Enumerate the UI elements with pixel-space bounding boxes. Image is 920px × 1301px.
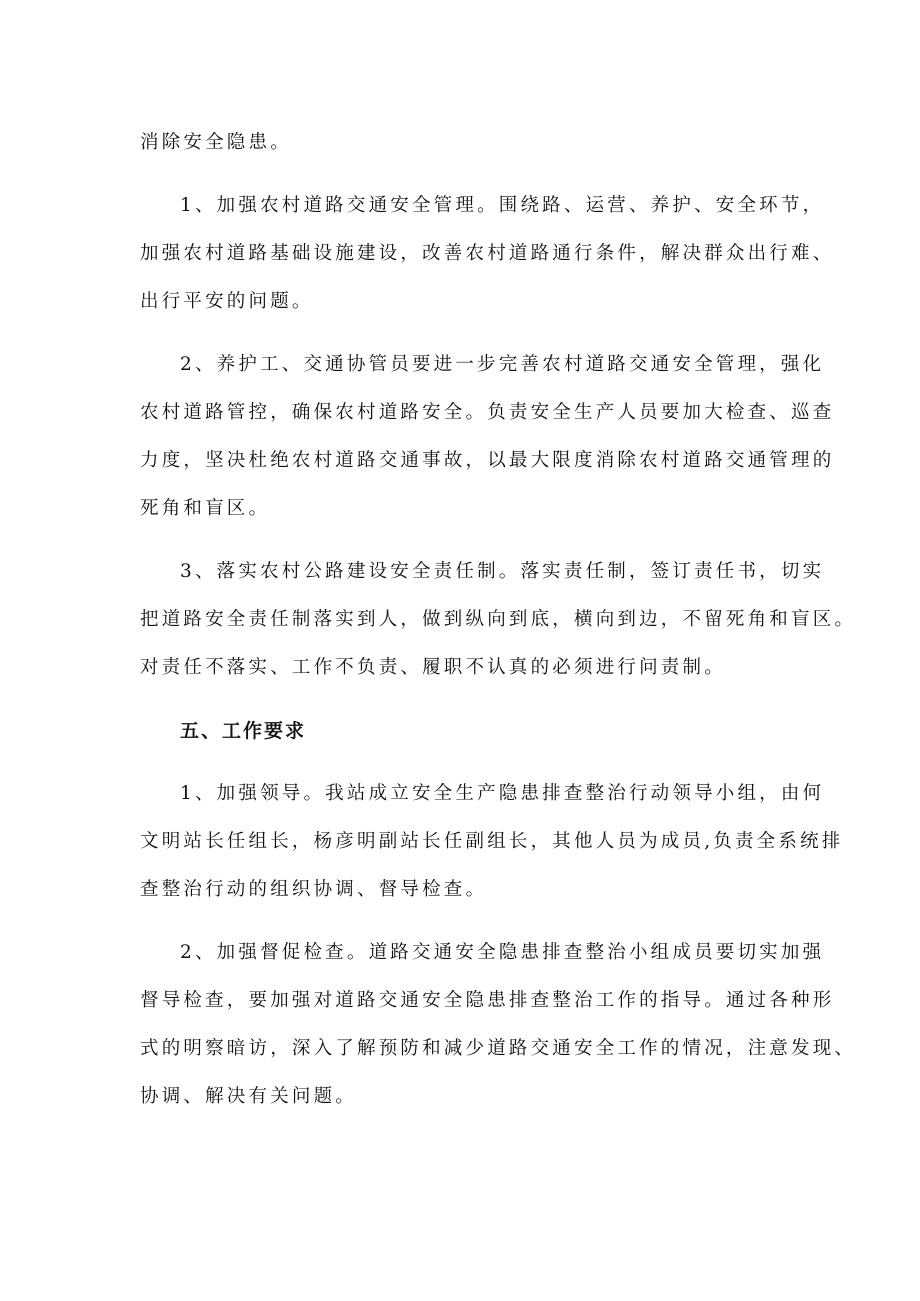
paragraph-first-line: 2、养护工、交通协管员要进一步完善农村道路交通安全管理，强化 (180, 354, 825, 375)
text-line: 消除安全隐患。 (140, 132, 292, 153)
paragraph-first-line: 1、加强领导。我站成立安全生产隐患排查整治行动领导小组，由何 (180, 783, 825, 804)
text-line: 死角和盲区。 (140, 498, 271, 519)
text-line: 力度，坚决杜绝农村道路交通事故，以最大限度消除农村道路交通管理的 (140, 450, 835, 471)
text-line: 出行平安的问题。 (140, 291, 314, 312)
text-line: 督导检查，要加强对道路交通安全隐患排查整治工作的指导。通过各种形 (140, 990, 835, 1011)
section-heading: 五、工作要求 (180, 720, 307, 742)
paragraph-first-line: 1、加强农村道路交通安全管理。围绕路、运营、养护、安全环节， (180, 195, 825, 216)
text-line: 对责任不落实、工作不负责、履职不认真的必须进行问责制。 (140, 657, 726, 678)
text-line: 协调、解决有关问题。 (140, 1086, 358, 1107)
text-line: 把道路安全责任制落实到人，做到纵向到底，横向到边，不留死角和盲区。 (140, 609, 857, 630)
text-line: 文明站长任组长，杨彦明副站长任副组长，其他人员为成员,负责全系统排 (140, 831, 844, 852)
text-line: 加强农村道路基础设施建设，改善农村道路通行条件，解决群众出行难、 (140, 243, 835, 264)
text-line: 查整治行动的组织协调、督导检查。 (140, 879, 488, 900)
text-line: 式的明察暗访，深入了解预防和减少道路交通安全工作的情况，注意发现、 (140, 1038, 857, 1059)
paragraph-first-line: 3、落实农村公路建设安全责任制。落实责任制，签订责任书，切实 (180, 561, 825, 582)
paragraph-first-line: 2、加强督促检查。道路交通安全隐患排查整治小组成员要切实加强 (180, 942, 825, 963)
text-line: 农村道路管控，确保农村道路安全。负责安全生产人员要加大检查、巡查 (140, 402, 835, 423)
